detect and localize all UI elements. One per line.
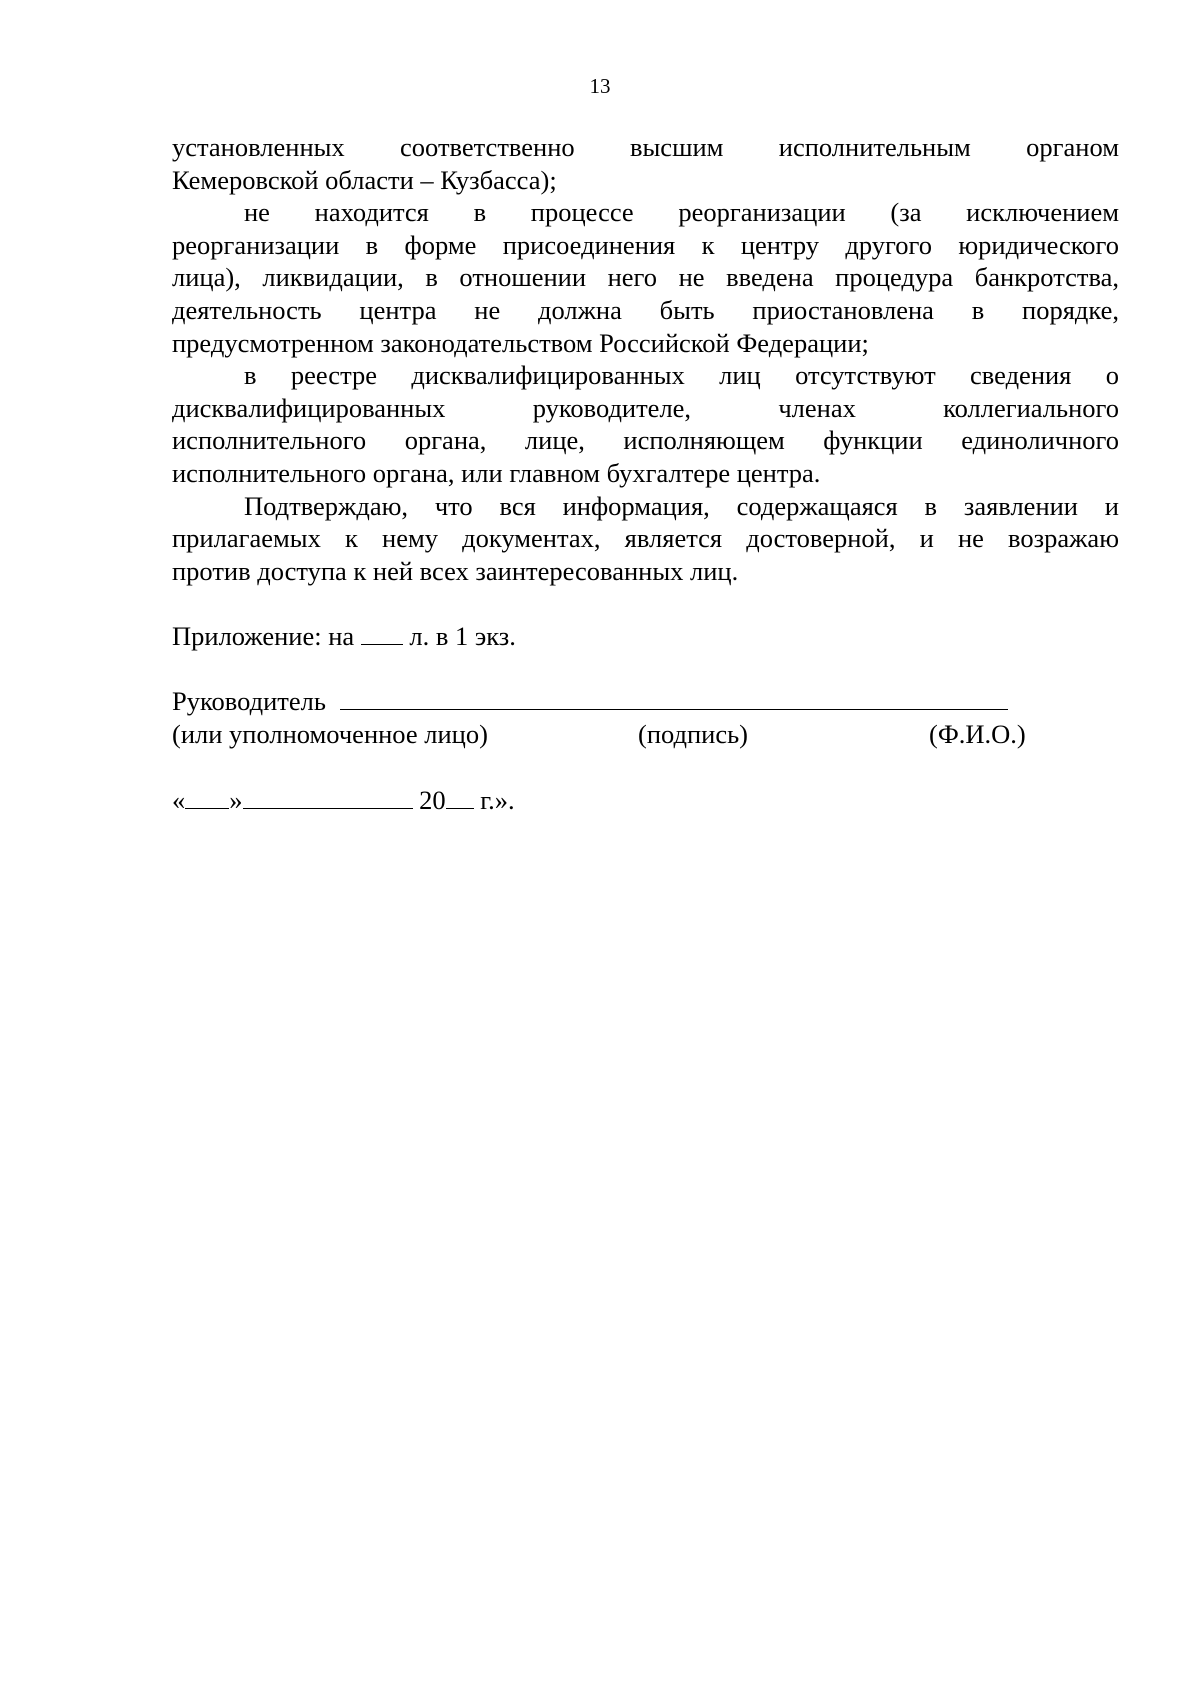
date-year-blank — [446, 788, 474, 809]
text-line: лица), ликвидации, в отношении него не введена процедура банкротства, — [172, 262, 1119, 293]
text-line: деятельность центра не должна быть приостановлена в порядке, — [172, 294, 1119, 325]
date-day-blank — [185, 788, 229, 809]
signature-line — [340, 689, 1008, 710]
paragraph-disqualified-registry — [172, 359, 1119, 489]
signature-block — [172, 685, 1032, 751]
signature-captions — [172, 718, 1032, 751]
date-month-blank — [243, 788, 413, 809]
text-line: исполнительного органа, лице, исполняющем функции единоличного — [172, 425, 1119, 456]
paragraph-confirmation — [172, 490, 1119, 588]
page-number: 13 — [589, 74, 611, 98]
signature-row — [172, 685, 1032, 718]
date-suffix: г.». — [480, 784, 515, 815]
text-line: исполнительного органа, или главном бухгалтере центра. — [172, 457, 821, 488]
text-line: не находится в процессе реорганизации (за исключением — [244, 197, 1119, 228]
attachment-suffix: л. в 1 экз. — [409, 621, 516, 652]
text-line: прилагаемых к нему документах, является достоверной, и не возражаю — [172, 523, 1119, 554]
attachment-pages-blank — [361, 624, 403, 645]
date-year-prefix: 20 — [419, 784, 446, 815]
text-line: против доступа к ней всех заинтересованных лиц. — [172, 555, 739, 586]
paragraph-reorganization — [172, 196, 1119, 359]
date-close-quote: » — [229, 784, 243, 815]
date-line — [172, 784, 1119, 817]
date-open-quote: « — [172, 784, 186, 815]
paragraph-body-organ — [172, 131, 1119, 196]
text-line: предусмотренном законодательством Российской Федерации; — [172, 327, 869, 358]
text-line: в реестре дисквалифицированных лиц отсутствуют сведения о — [244, 360, 1119, 391]
text-line: реорганизации в форме присоединения к центру другого юридического — [172, 229, 1119, 260]
text-line: дисквалифицированных руководителе, членах коллегиального — [172, 392, 1119, 423]
signature-label: Руководитель — [172, 685, 326, 716]
attachment-prefix: Приложение: на — [172, 621, 355, 652]
caption-name: (Ф.И.О.) — [929, 718, 1026, 749]
text-line: Кемеровской области – Кузбасса); — [172, 164, 557, 195]
text-line: Подтверждаю, что вся информация, содержащаяся в заявлении и — [244, 490, 1119, 521]
document-body — [172, 131, 1119, 816]
caption-person: (или уполномоченное лицо) — [172, 718, 488, 749]
caption-signature: (подпись) — [638, 718, 749, 749]
text-line: установленных соответственно высшим исполнительным органом — [172, 132, 1119, 162]
attachment-line — [172, 620, 1119, 653]
